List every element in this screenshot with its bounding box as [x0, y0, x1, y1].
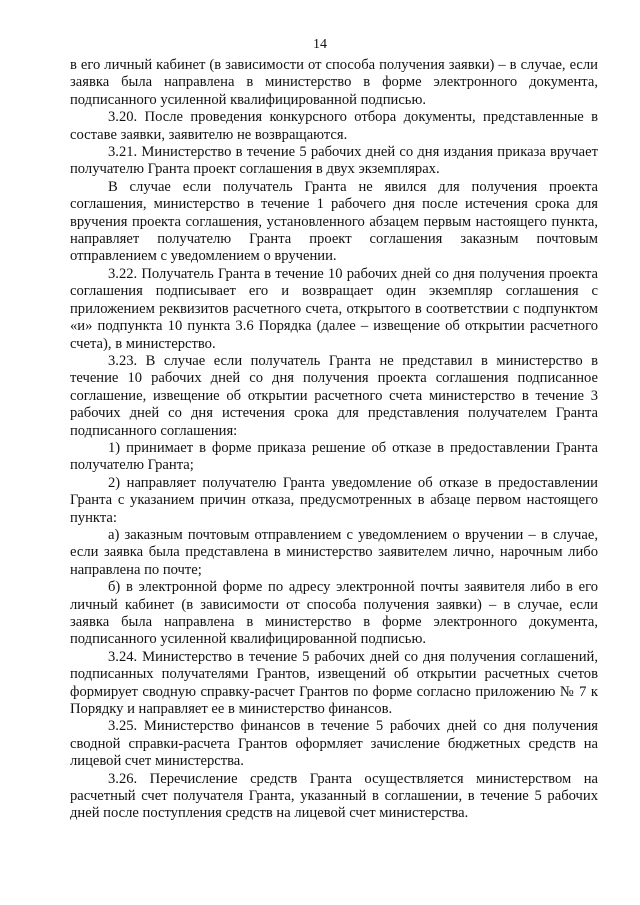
paragraph: В случае если получатель Гранта не явился для получения проекта соглашения, министерство в течение 1 рабочего дня после истечения срока для вручения проекта соглашения, установленного абзацем первым настоящего пункта, направляет получателю Гранта проект соглашения заказным почтовым отправлением с уведомлением о вручении.: [70, 178, 598, 265]
paragraph: 3.24. Министерство в течение 5 рабочих дней со дня получения соглашений, подписанных получателями Грантов, извещений об открытии расчетных счетов формирует сводную справку-расчет Грантов по форме согласно приложению № 7 к Порядку и направляет ее в министерство финансов.: [70, 648, 598, 718]
paragraph: 3.25. Министерство финансов в течение 5 рабочих дней со дня получения сводной справки-расчета Грантов оформляет зачисление бюджетных средств на лицевой счет министерства.: [70, 718, 598, 770]
document-body: [70, 57, 598, 823]
paragraph: 2) направляет получателю Гранта уведомление об отказе в предоставлении Гранта с указанием причин отказа, предусмотренных в абзаце первом настоящего пункта:: [70, 474, 598, 526]
paragraph: 3.20. После проведения конкурсного отбора документы, представленные в составе заявки, заявителю не возвращаются.: [70, 109, 598, 143]
paragraph: 3.21. Министерство в течение 5 рабочих дней со дня издания приказа вручает получателю Гранта проект соглашения в двух экземплярах.: [70, 144, 598, 178]
paragraph: 1) принимает в форме приказа решение об отказе в предоставлении Гранта получателю Гранта;: [70, 439, 598, 474]
paragraph: 3.22. Получатель Гранта в течение 10 рабочих дней со дня получения проекта соглашения подписывает его и возвращает один экземпляр соглашения с приложением реквизитов расчетного счета, открытого в соответствии с подпунктом «и» подпункта 10 пункта 3.6 Порядка (далее – извещение об открытии расчетного счета), в министерство.: [70, 265, 598, 352]
paragraph: а) заказным почтовым отправлением с уведомлением о вручении – в случае, если заявка была представлена в министерство заявителем лично, нарочным либо направлена по почте;: [70, 526, 598, 578]
paragraph: 3.26. Перечисление средств Гранта осуществляется министерством на расчетный счет получателя Гранта, указанный в соглашении, в течение 5 рабочих дней после поступления средств на лицевой счет министерства.: [70, 770, 598, 822]
paragraph: в его личный кабинет (в зависимости от способа получения заявки) – в случае, если заявка была направлена в министерство в форме электронного документа, подписанного усиленной квалифицированной подписью.: [70, 57, 598, 108]
paragraph: б) в электронной форме по адресу электронной почты заявителя либо в его личный кабинет (в зависимости от способа получения заявки) – в случае, если заявка была направлена в министерство в форме электронного документа, подписанного усиленной квалифицированной подписью.: [70, 579, 598, 648]
page-number: 14: [313, 37, 327, 52]
paragraph: 3.23. В случае если получатель Гранта не представил в министерство в течение 10 рабочих дней со дня получения проекта соглашения подписанное соглашение, извещение об открытии расчетного счета министерство в течение 3 рабочих дней со дня истечения срока для представления получателем Гранта подписанного соглашения:: [70, 352, 598, 439]
